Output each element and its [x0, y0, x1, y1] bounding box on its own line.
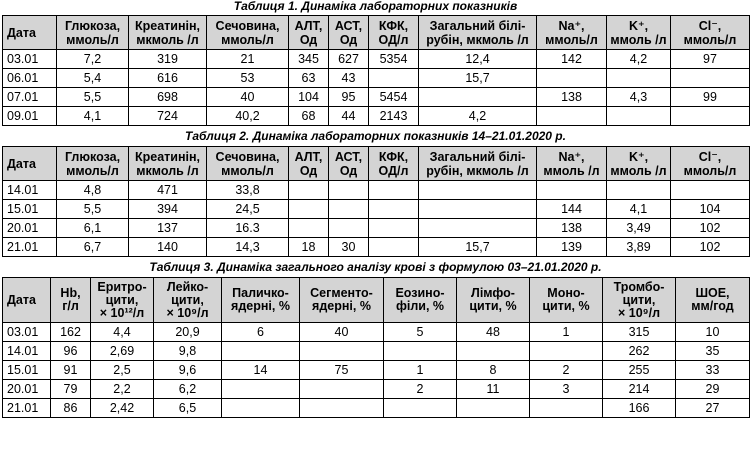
value-cell [289, 181, 329, 200]
value-cell: 471 [129, 181, 207, 200]
table3-header-line: ШОЕ, [695, 286, 730, 300]
value-cell: 40 [207, 88, 289, 107]
value-cell: 319 [129, 50, 207, 69]
value-cell [537, 69, 607, 88]
value-cell: 20,9 [154, 323, 222, 342]
value-cell [530, 342, 603, 361]
table2-header-line: Креатинін, [134, 149, 201, 164]
table3-header-col-5 [300, 278, 384, 323]
value-cell: 138 [537, 219, 607, 238]
value-cell: 4,2 [607, 50, 671, 69]
value-cell [369, 219, 419, 238]
table-row [3, 323, 750, 342]
table2-header-col-1 [57, 147, 129, 181]
value-cell: 166 [603, 399, 676, 418]
table3-header-line: Дата [7, 292, 36, 307]
table2-header-line: ммоль/л [66, 163, 119, 178]
table2-header-line: ммоль /л [543, 163, 600, 178]
date-cell: 14.01 [3, 342, 51, 361]
value-cell [537, 181, 607, 200]
table2-header-line: Глюкоза, [64, 149, 121, 164]
value-cell [671, 69, 750, 88]
table-row [3, 50, 750, 69]
table2-header-line: ммоль/л [221, 163, 274, 178]
value-cell: 3 [530, 380, 603, 399]
value-cell [329, 200, 369, 219]
value-cell: 33,8 [207, 181, 289, 200]
value-cell: 2 [530, 361, 603, 380]
value-cell: 4,8 [57, 181, 129, 200]
value-cell: 4,2 [419, 107, 537, 126]
table2-header-col-2 [129, 147, 207, 181]
value-cell: 44 [329, 107, 369, 126]
table2-caption: Таблиця 2. Динаміка лабораторних показників 14–21.01.2020 р. [185, 129, 566, 143]
value-cell [607, 69, 671, 88]
value-cell: 724 [129, 107, 207, 126]
value-cell: 4,1 [607, 200, 671, 219]
table2-header-col-7 [419, 147, 537, 181]
table2-header-line: Na⁺, [558, 149, 585, 164]
value-cell: 95 [329, 88, 369, 107]
table3-header-line: ядерні, % [312, 299, 371, 313]
date-cell: 06.01 [3, 69, 57, 88]
date-cell: 09.01 [3, 107, 57, 126]
value-cell: 30 [329, 238, 369, 257]
value-cell: 2,42 [91, 399, 154, 418]
table1-header-line: ммоль/л [221, 32, 274, 47]
value-cell: 15,7 [419, 238, 537, 257]
value-cell [300, 399, 384, 418]
table2-header-line: Cl⁻, [698, 149, 722, 164]
value-cell: 35 [676, 342, 750, 361]
value-cell [537, 107, 607, 126]
table1-header-line: мкмоль /л [136, 32, 199, 47]
date-cell: 21.01 [3, 238, 57, 257]
value-cell: 43 [329, 69, 369, 88]
date-cell: 03.01 [3, 323, 51, 342]
date-cell: 15.01 [3, 200, 57, 219]
value-cell: 5,5 [57, 200, 129, 219]
table2-header-line: ммоль/л [683, 163, 737, 178]
table3-header-line: цити, % [542, 299, 590, 313]
table1-header-col-1 [57, 16, 129, 50]
value-cell [289, 200, 329, 219]
value-cell: 394 [129, 200, 207, 219]
value-cell [369, 69, 419, 88]
table2-header-col-8 [537, 147, 607, 181]
table2-header-line: Дата [7, 156, 36, 171]
value-cell: 140 [129, 238, 207, 257]
table1-header-line: Сечовина, [215, 18, 280, 33]
table1-header-line: Од [339, 32, 358, 47]
date-cell: 20.01 [3, 380, 51, 399]
table3-header-col-6 [384, 278, 457, 323]
value-cell: 24,5 [207, 200, 289, 219]
table1-header-line: Cl⁻, [698, 18, 722, 33]
value-cell: 10 [676, 323, 750, 342]
value-cell: 2,5 [91, 361, 154, 380]
value-cell: 40 [300, 323, 384, 342]
table2-header-col-0 [3, 147, 57, 181]
value-cell: 79 [51, 380, 91, 399]
table2-header-line: Сечовина, [215, 149, 280, 164]
table1-header-line: Креатинін, [134, 18, 201, 33]
value-cell [384, 399, 457, 418]
table1-header-line: ммоль/л [545, 32, 598, 47]
value-cell: 3,49 [607, 219, 671, 238]
table1-header-col-4 [289, 16, 329, 50]
table3-header-col-1 [51, 278, 91, 323]
value-cell [369, 181, 419, 200]
table1-header-col-0 [3, 16, 57, 50]
value-cell: 3,89 [607, 238, 671, 257]
table1-header-line: ОД/л [378, 32, 409, 47]
blood-count-table-3 [2, 277, 750, 418]
table3-header-line: Сегменто- [310, 286, 373, 300]
value-cell: 21 [207, 50, 289, 69]
table1-header-col-7 [419, 16, 537, 50]
table1-header-line: рубін, мкмоль /л [426, 32, 529, 47]
value-cell [300, 380, 384, 399]
value-cell: 4,1 [57, 107, 129, 126]
table-row [3, 361, 750, 380]
value-cell: 15,7 [419, 69, 537, 88]
value-cell: 48 [457, 323, 530, 342]
table1-header-line: Na⁺, [558, 18, 585, 33]
table2-header-line: АЛТ, [294, 149, 323, 164]
table2-header-col-4 [289, 147, 329, 181]
value-cell [419, 219, 537, 238]
table3-header-line: ядерні, % [231, 299, 290, 313]
table3-header-line: цити, [171, 292, 204, 307]
table1-header-col-5 [329, 16, 369, 50]
table-row [3, 380, 750, 399]
table1-caption: Таблиця 1. Динаміка лабораторних показників [233, 0, 518, 13]
table2-header-line: АСТ, [334, 149, 363, 164]
value-cell: 627 [329, 50, 369, 69]
value-cell: 102 [671, 219, 750, 238]
table1-header-line: Дата [7, 25, 36, 40]
table2-header-col-3 [207, 147, 289, 181]
table1-header-line: ммоль/л [66, 32, 119, 47]
value-cell [419, 200, 537, 219]
table1-header-col-8 [537, 16, 607, 50]
value-cell: 345 [289, 50, 329, 69]
table3-header-col-2 [91, 278, 154, 323]
table3-header-col-10 [676, 278, 750, 323]
table3-header-line: Тромбо- [613, 279, 665, 294]
table-row [3, 69, 750, 88]
value-cell: 255 [603, 361, 676, 380]
table2-header-line: ммоль /л [610, 163, 667, 178]
table-row [3, 88, 750, 107]
table-row [3, 200, 750, 219]
table3-header-line: цити, [105, 292, 139, 307]
table2-header-line: рубін, мкмоль /л [426, 163, 529, 178]
value-cell: 104 [289, 88, 329, 107]
table1-header-line: КФК, [378, 18, 409, 33]
value-cell: 75 [300, 361, 384, 380]
table3-header-line: Hb, [60, 286, 81, 300]
table-row [3, 399, 750, 418]
table-row [3, 238, 750, 257]
value-cell [419, 88, 537, 107]
value-cell: 138 [537, 88, 607, 107]
value-cell: 7,2 [57, 50, 129, 69]
date-cell: 21.01 [3, 399, 51, 418]
table2-header-line: Од [339, 163, 358, 178]
value-cell: 63 [289, 69, 329, 88]
value-cell [289, 219, 329, 238]
value-cell [222, 342, 300, 361]
value-cell [671, 107, 750, 126]
lab-results-table-2 [2, 146, 750, 257]
table-row [3, 219, 750, 238]
table3-header-line: Лейко- [166, 279, 209, 294]
table3-header-col-4 [222, 278, 300, 323]
value-cell: 99 [671, 88, 750, 107]
value-cell [607, 181, 671, 200]
value-cell: 53 [207, 69, 289, 88]
value-cell [369, 200, 419, 219]
table2-header-line: K⁺, [628, 149, 649, 164]
table-row [3, 181, 750, 200]
value-cell: 18 [289, 238, 329, 257]
value-cell [329, 219, 369, 238]
value-cell: 9,6 [154, 361, 222, 380]
table3-header-col-8 [530, 278, 603, 323]
date-cell: 14.01 [3, 181, 57, 200]
value-cell: 2 [384, 380, 457, 399]
value-cell: 68 [289, 107, 329, 126]
table3-header-col-3 [154, 278, 222, 323]
value-cell: 139 [537, 238, 607, 257]
value-cell [671, 181, 750, 200]
table3-header-line: × 10¹²/л [99, 305, 145, 320]
value-cell [457, 342, 530, 361]
table2-header-col-5 [329, 147, 369, 181]
table3-caption: Таблиця 3. Динаміка загального аналізу крові з формулою 03–21.01.2020 р. [149, 260, 602, 274]
value-cell [369, 238, 419, 257]
value-cell: 14,3 [207, 238, 289, 257]
value-cell: 4,3 [607, 88, 671, 107]
table1-header-line: Загальний білі- [429, 18, 526, 33]
value-cell: 97 [671, 50, 750, 69]
value-cell: 5354 [369, 50, 419, 69]
table1-header-line: АЛТ, [294, 18, 323, 33]
table2-header-line: Загальний білі- [429, 149, 526, 164]
value-cell: 162 [51, 323, 91, 342]
value-cell: 8 [457, 361, 530, 380]
table1-header-line: ммоль/л [683, 32, 737, 47]
value-cell: 91 [51, 361, 91, 380]
value-cell [607, 107, 671, 126]
date-cell: 20.01 [3, 219, 57, 238]
table3-header-line: × 10⁹/л [617, 305, 661, 320]
table-row [3, 342, 750, 361]
value-cell: 6,1 [57, 219, 129, 238]
table3-header-col-0 [3, 278, 51, 323]
table2-header-line: мкмоль /л [136, 163, 199, 178]
date-cell: 07.01 [3, 88, 57, 107]
value-cell [222, 399, 300, 418]
value-cell: 6,7 [57, 238, 129, 257]
value-cell: 262 [603, 342, 676, 361]
value-cell [329, 181, 369, 200]
table3-header-line: Лімфо- [471, 286, 515, 300]
table-row [3, 107, 750, 126]
value-cell [222, 380, 300, 399]
table3-header-line: г/л [62, 299, 79, 313]
value-cell: 104 [671, 200, 750, 219]
value-cell: 1 [530, 323, 603, 342]
table3-header-line: × 10⁹/л [166, 305, 209, 320]
table1-header-line: Од [299, 32, 318, 47]
table2-header-col-6 [369, 147, 419, 181]
table3-header-line: цити, % [469, 299, 517, 313]
table1-header-col-3 [207, 16, 289, 50]
value-cell: 102 [671, 238, 750, 257]
value-cell: 142 [537, 50, 607, 69]
value-cell: 5 [384, 323, 457, 342]
value-cell: 5454 [369, 88, 419, 107]
value-cell [457, 399, 530, 418]
value-cell: 2,69 [91, 342, 154, 361]
table3-header-line: Моно- [547, 286, 585, 300]
table3-header-line: мм/год [691, 299, 734, 313]
value-cell: 11 [457, 380, 530, 399]
value-cell: 6 [222, 323, 300, 342]
value-cell [384, 342, 457, 361]
date-cell: 03.01 [3, 50, 57, 69]
table1-header-col-9 [607, 16, 671, 50]
table2-header-line: ОД/л [378, 163, 409, 178]
value-cell: 96 [51, 342, 91, 361]
lab-results-table-1 [2, 15, 750, 126]
value-cell: 5,5 [57, 88, 129, 107]
value-cell: 40,2 [207, 107, 289, 126]
table2-header-col-10 [671, 147, 750, 181]
table1-header-col-6 [369, 16, 419, 50]
value-cell: 137 [129, 219, 207, 238]
table1-header-line: K⁺, [628, 18, 649, 33]
value-cell: 12,4 [419, 50, 537, 69]
value-cell: 4,4 [91, 323, 154, 342]
value-cell: 27 [676, 399, 750, 418]
value-cell [300, 342, 384, 361]
value-cell: 698 [129, 88, 207, 107]
table3-header-col-9 [603, 278, 676, 323]
value-cell: 16.3 [207, 219, 289, 238]
table1-header-line: ммоль /л [610, 32, 667, 47]
value-cell: 2143 [369, 107, 419, 126]
table3-header-col-7 [457, 278, 530, 323]
value-cell: 29 [676, 380, 750, 399]
table1-header-line: Глюкоза, [64, 18, 121, 33]
table3-header-line: цити, [622, 292, 656, 307]
table2-header-col-9 [607, 147, 671, 181]
table1-header-col-2 [129, 16, 207, 50]
value-cell: 214 [603, 380, 676, 399]
value-cell: 315 [603, 323, 676, 342]
value-cell: 14 [222, 361, 300, 380]
value-cell: 1 [384, 361, 457, 380]
value-cell: 6,2 [154, 380, 222, 399]
value-cell: 9,8 [154, 342, 222, 361]
value-cell: 2,2 [91, 380, 154, 399]
table3-header-line: філи, % [395, 299, 445, 313]
value-cell: 144 [537, 200, 607, 219]
value-cell [530, 399, 603, 418]
value-cell: 6,5 [154, 399, 222, 418]
value-cell: 616 [129, 69, 207, 88]
table3-header-line: Еозино- [395, 286, 445, 300]
date-cell: 15.01 [3, 361, 51, 380]
table3-header-line: Паличко- [232, 286, 289, 300]
table1-header-col-10 [671, 16, 750, 50]
value-cell [419, 181, 537, 200]
table1-header-line: АСТ, [334, 18, 363, 33]
value-cell: 33 [676, 361, 750, 380]
value-cell: 86 [51, 399, 91, 418]
table2-header-line: КФК, [378, 149, 409, 164]
table2-header-line: Од [299, 163, 318, 178]
table3-header-line: Еритро- [97, 279, 147, 294]
value-cell: 5,4 [57, 69, 129, 88]
